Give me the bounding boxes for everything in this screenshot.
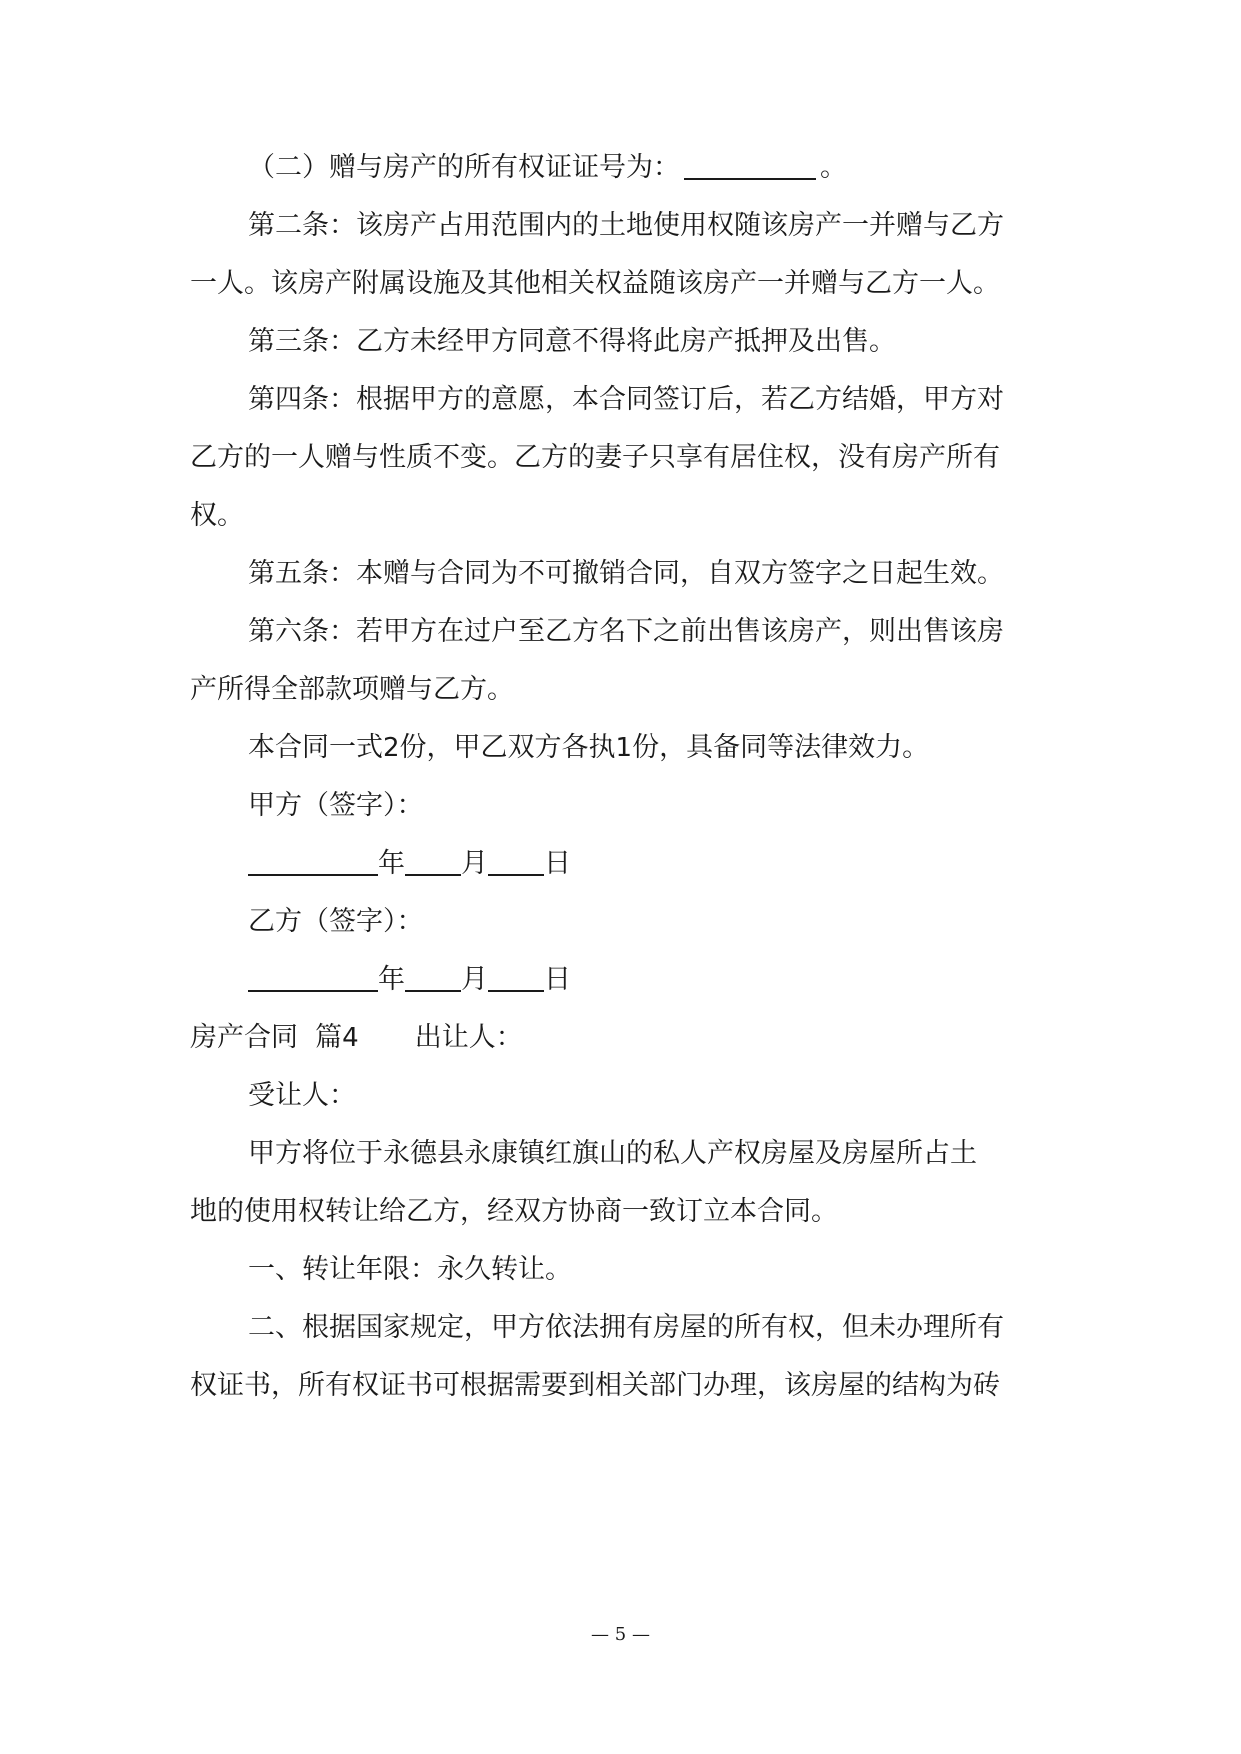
- party-a-signature-label: 甲方（签字）：: [248, 790, 424, 821]
- section-title: 房产合同: [190, 1022, 298, 1053]
- assignor-label: 出让人：: [414, 1022, 523, 1053]
- cert-number-blank: [684, 148, 816, 180]
- article-4-line-2: 乙方的一人赠与性质不变。乙方的妻子只享有居住权，没有房产所有: [190, 442, 1000, 473]
- page-number: — 5 —: [591, 1624, 650, 1645]
- month-blank: [405, 844, 461, 876]
- intro-line-2: 地的使用权转让给乙方，经双方协商一致订立本合同。: [190, 1196, 838, 1227]
- clause-2-line-2: 权证书，所有权证书可根据需要到相关部门办理，该房屋的结构为砖: [190, 1370, 1000, 1401]
- article-6-line-1: 第六条：若甲方在过户至乙方名下之前出售该房产，则出售该房: [248, 616, 1004, 647]
- article-2-line-2: 一人。该房产附属设施及其他相关权益随该房产一并赠与乙方一人。: [190, 268, 1000, 299]
- party-b-signature-label: 乙方（签字）：: [248, 906, 424, 937]
- article-4-line-3: 权。: [190, 500, 244, 531]
- article-3: 第三条：乙方未经甲方同意不得将此房产抵押及出售。: [248, 326, 896, 357]
- section-heading: 房产合同 篇4 出让人：: [190, 1022, 523, 1053]
- intro-line-1: 甲方将位于永德县永康镇红旗山的私人产权房屋及房屋所占土: [248, 1138, 977, 1169]
- article-6-line-2: 产所得全部款项赠与乙方。: [190, 674, 514, 705]
- clause-1: 一、转让年限：永久转让。: [248, 1254, 572, 1285]
- article-4-line-1: 第四条：根据甲方的意愿，本合同签订后，若乙方结婚，甲方对: [248, 384, 1004, 415]
- article-2-line-1: 第二条：该房产占用范围内的土地使用权随该房产一并赠与乙方: [248, 210, 1004, 241]
- year-blank: [248, 844, 378, 876]
- day-blank: [488, 960, 544, 992]
- day-blank: [488, 844, 544, 876]
- party-b-date-line: 年 月 日: [248, 960, 1070, 1000]
- assignee-label: 受让人：: [248, 1080, 356, 1111]
- clause-2-line-1: 二、根据国家规定，甲方依法拥有房屋的所有权，但未办理所有: [248, 1312, 1004, 1343]
- article-5: 第五条：本赠与合同为不可撤销合同，自双方签字之日起生效。: [248, 558, 1004, 589]
- cert-number-line: （二）赠与房产的所有权证证号为： 。: [248, 148, 1070, 188]
- party-a-date-line: 年 月 日: [248, 844, 1070, 884]
- year-blank: [248, 960, 378, 992]
- month-blank: [405, 960, 461, 992]
- copies-clause: 本合同一式2份，甲乙双方各执1份，具备同等法律效力。: [248, 732, 930, 763]
